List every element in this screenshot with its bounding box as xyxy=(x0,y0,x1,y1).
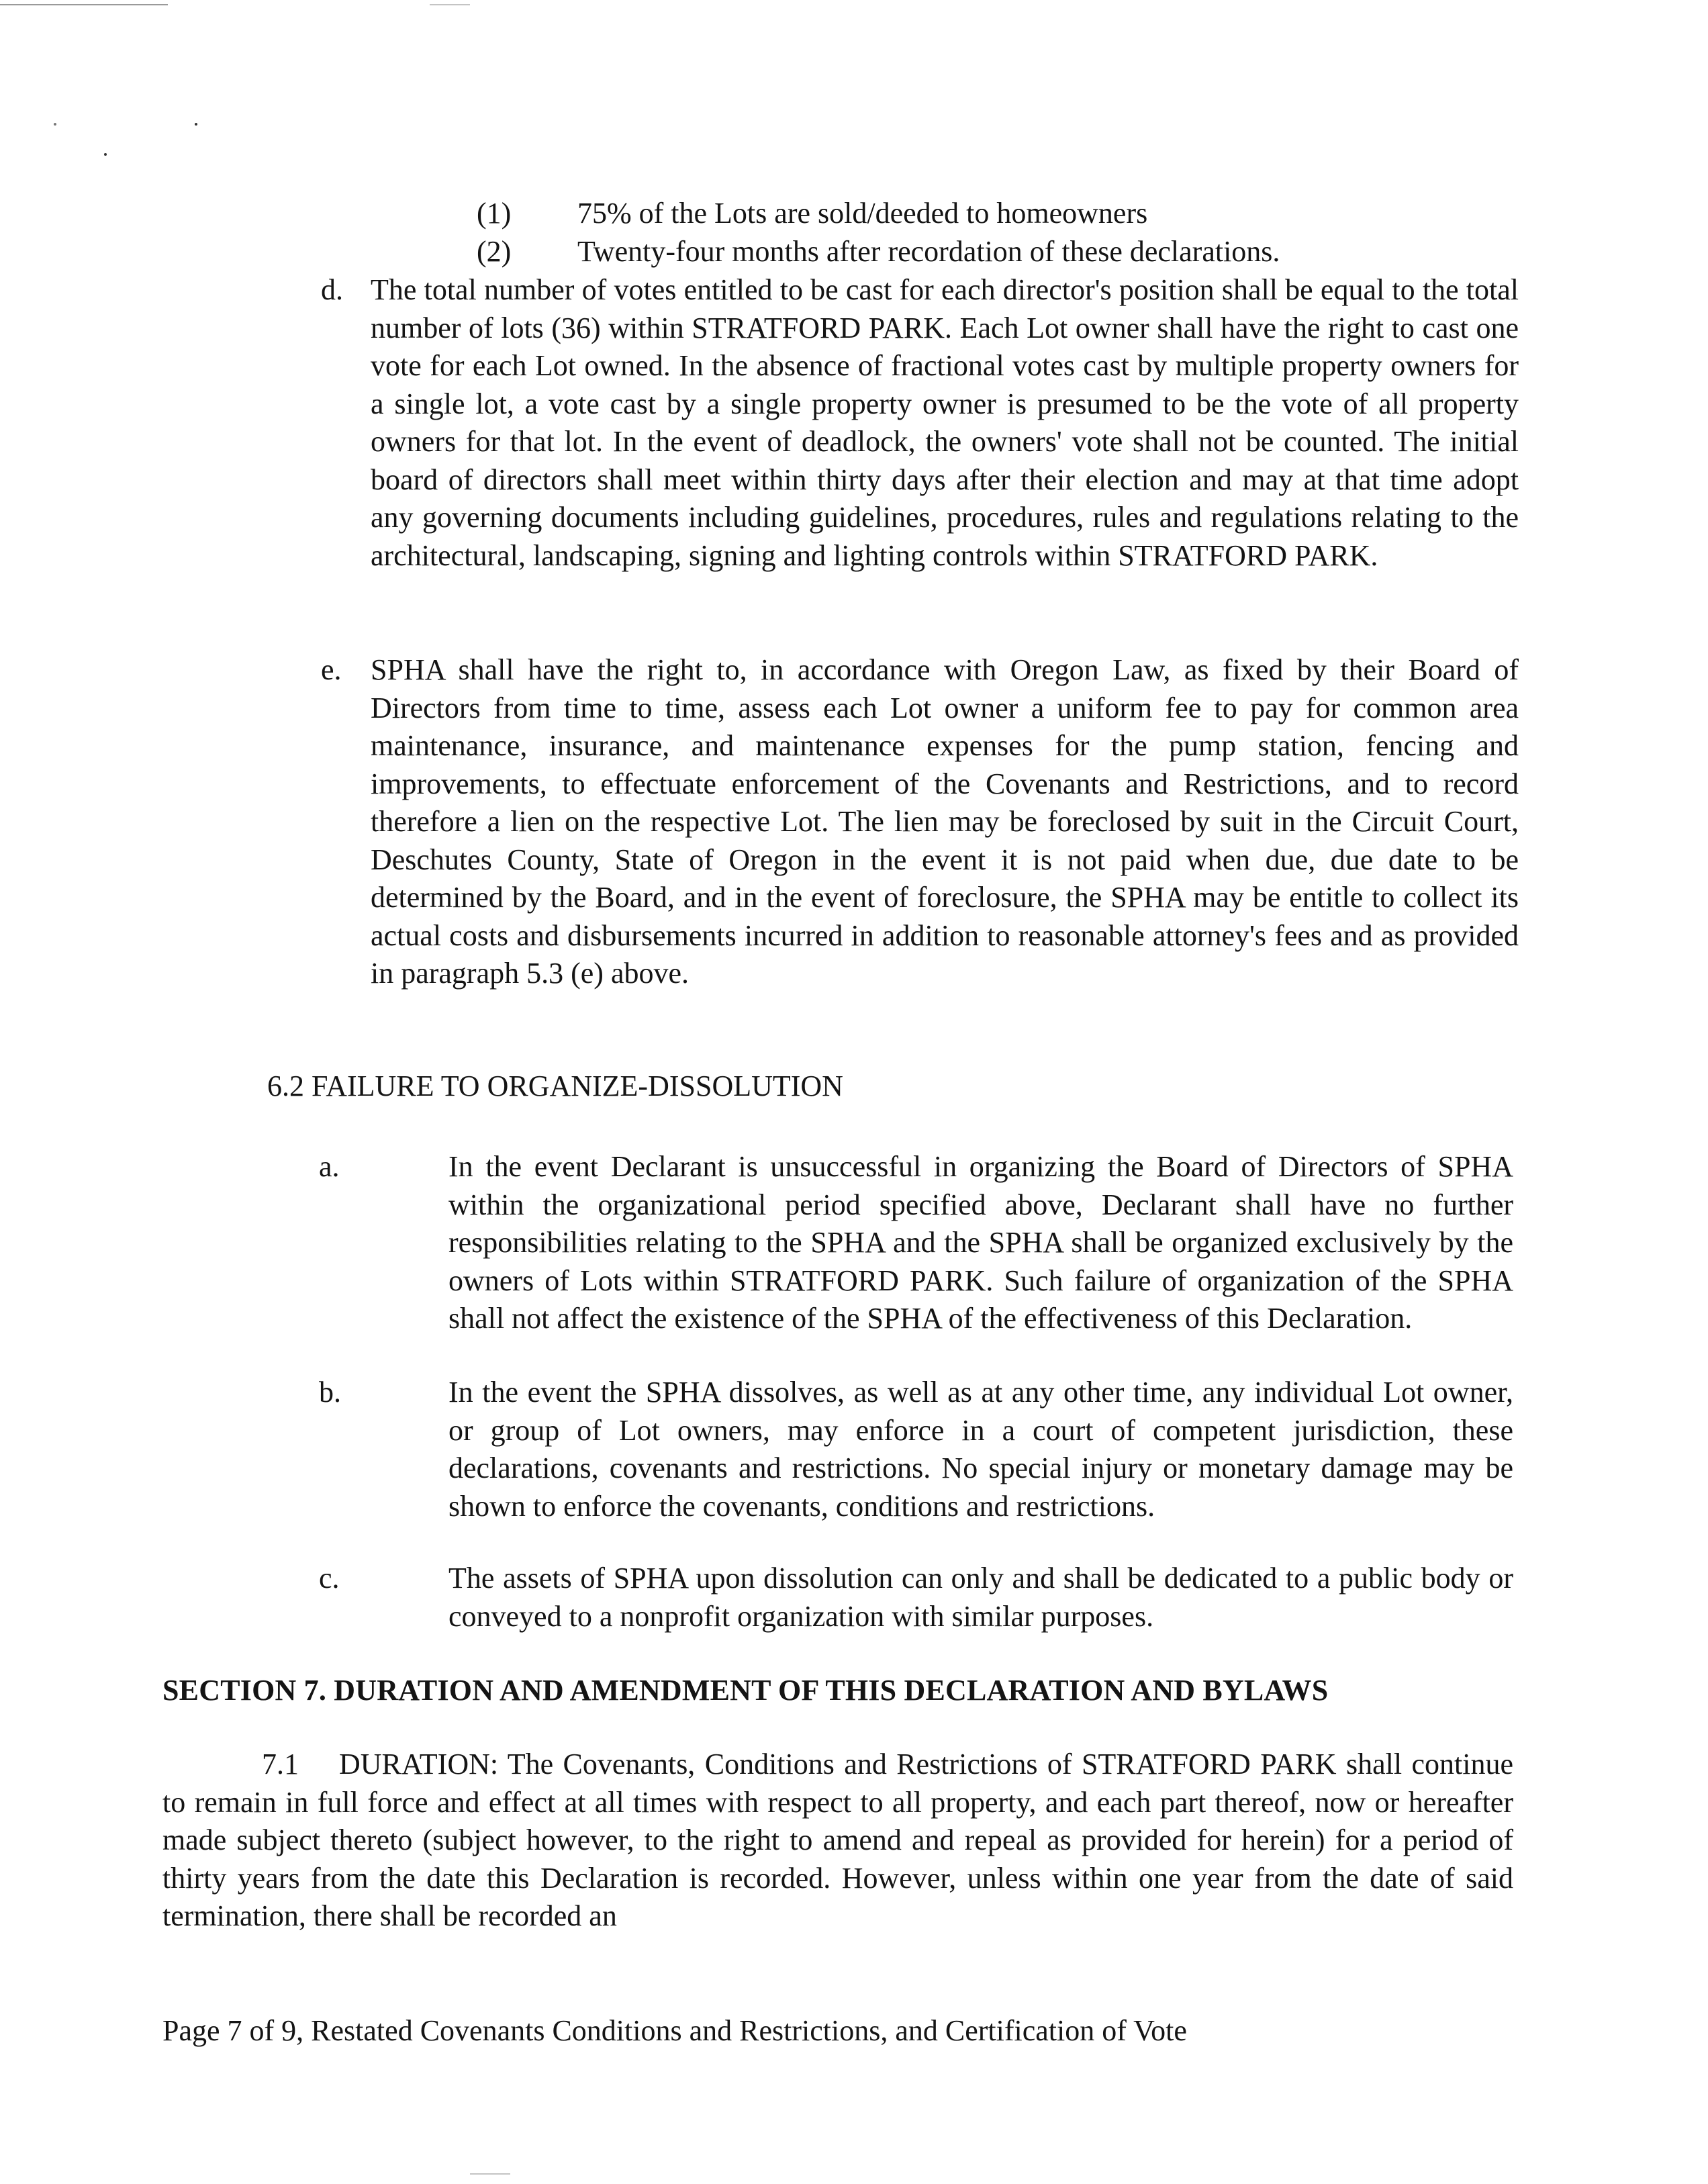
item-6-2-a-text: In the event Declarant is unsuccessful in organizing the Board of Directors of SPHA within the organizational period specified above, Declarant shall have no further responsibilities relating to the SPHA and the SPHA shall be organized exclusively by the owners of Lots within STRATFORD PARK. Such failure of organization of the SPHA shall not affect the existence of the SPHA of the effectiveness of this Declaration. xyxy=(448,1150,1513,1335)
section-7-1-paragraph xyxy=(162,1746,1513,1936)
item-6-2-a-marker: a. xyxy=(319,1150,340,1183)
scan-speck xyxy=(104,153,107,156)
section-6-2-heading: 6.2 FAILURE TO ORGANIZE-DISSOLUTION xyxy=(267,1070,843,1102)
list-marker-1: (1) xyxy=(477,197,512,230)
page-footer: Page 7 of 9, Restated Covenants Conditions and Restrictions, and Certification of Vote xyxy=(162,2014,1187,2047)
list-item-1-text: 75% of the Lots are sold/deeded to homeowners xyxy=(577,197,1148,230)
list-marker-2: (2) xyxy=(477,235,512,268)
section-7-1-body: DURATION: The Covenants, Conditions and Restrictions of STRATFORD PARK shall continue to remain in full force and effect at all times with respect to all property, and each part thereof, now or hereafter made subject thereto (subject however, to the right to amend and repeal as provided for herein) for a period of thirty years from the date this Declaration is recorded. However, unless within one year from the date of said termination, there shall be recorded an xyxy=(162,1748,1513,1932)
scan-speck xyxy=(195,123,197,126)
section-7-heading: SECTION 7. DURATION AND AMENDMENT OF THIS DECLARATION AND BYLAWS xyxy=(162,1674,1329,1707)
item-6-2-b-text: In the event the SPHA dissolves, as well as at any other time, any individual Lot owner, or group of Lot owners, may enforce in a court of competent jurisdiction, these declarations, covenants and restrictions. No special injury or monetary damage may be shown to enforce the covenants, conditions and restrictions. xyxy=(448,1376,1513,1523)
scan-speck xyxy=(54,123,56,126)
item-d-text: The total number of votes entitled to be cast for each director's position shall be equal to the total number of lots (36) within STRATFORD PARK. Each Lot owner shall have the right to cast one vote for each Lot owned. In the absence of fractional votes cast by multiple property owners for a single lot, a vote cast by a single property owner is presumed to be the vote of all property owners for that lot. In the event of deadlock, the owners' vote shall not be counted. The initial board of directors shall meet within thirty days after their election and may at that time adopt any governing documents including guidelines, procedures, rules and regulations relating to the architectural, landscaping, signing and lighting controls within STRATFORD PARK. xyxy=(371,273,1519,572)
scan-artifact-top xyxy=(0,4,168,5)
scan-artifact-top-2 xyxy=(430,4,470,5)
item-e-marker: e. xyxy=(321,653,342,686)
item-6-2-b-marker: b. xyxy=(319,1376,341,1409)
item-6-2-c-marker: c. xyxy=(319,1562,340,1595)
list-item-2-text: Twenty-four months after recordation of these declarations. xyxy=(577,235,1280,268)
item-6-2-c-text: The assets of SPHA upon dissolution can only and shall be dedicated to a public body or conveyed to a nonprofit organization with similar purposes. xyxy=(448,1562,1513,1633)
section-7-1-number: 7.1 xyxy=(262,1748,299,1781)
scan-artifact-bottom xyxy=(470,2173,510,2175)
item-d-marker: d. xyxy=(321,273,343,306)
item-e-text: SPHA shall have the right to, in accordance with Oregon Law, as fixed by their Board of Directors from time to time, assess each Lot owner a uniform fee to pay for common area maintenance, insurance, and maintenance expenses for the pump station, fencing and improvements, to effectuate enforcement of the Covenants and Restrictions, and to record therefore a lien on the respective Lot. The lien may be foreclosed by suit in the Circuit Court, Deschutes County, State of Oregon in the event it is not paid when due, due date to be determined by the Board, and in the event of foreclosure, the SPHA may be entitle to collect its actual costs and disbursements incurred in addition to reasonable attorney's fees and as provided in paragraph 5.3 (e) above. xyxy=(371,653,1519,990)
